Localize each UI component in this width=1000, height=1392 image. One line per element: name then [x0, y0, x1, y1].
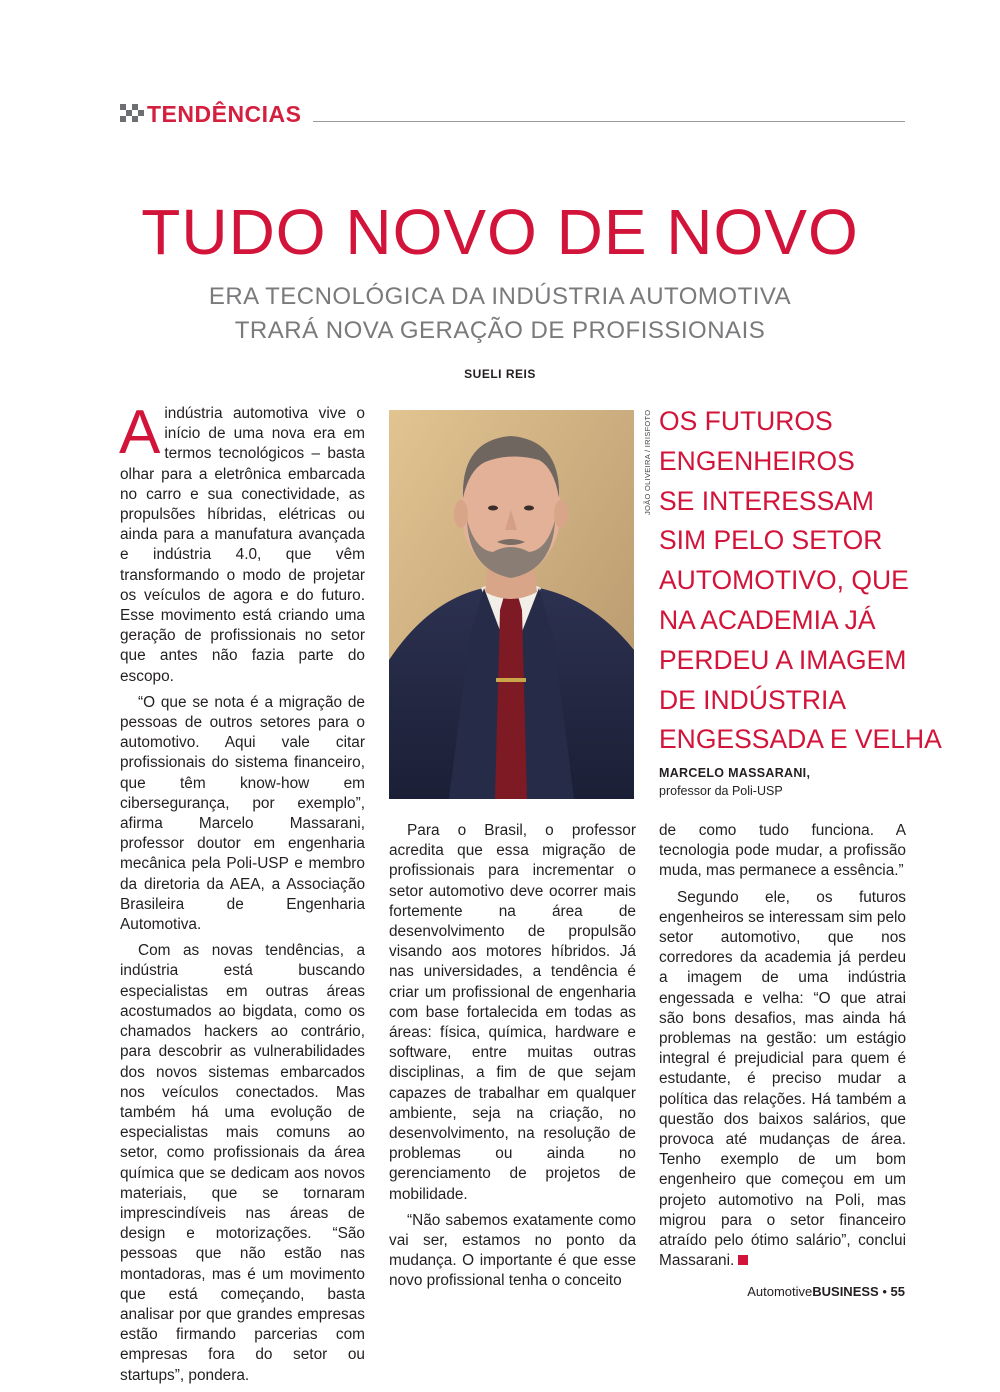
pull-quote-line: DE INDÚSTRIA	[659, 684, 846, 715]
end-mark-icon	[738, 1255, 748, 1265]
footer-separator: •	[882, 1284, 887, 1299]
paragraph-3: Com as novas tendências, a indústria está buscando especialistas em outras áreas acostumados ao bigdata, como os chamados hackers ao contrário, para descobrir as vulnerabilidades dos novos sistemas embarcados nos veículos conectados. Mas também há uma evolução de especialistas mais comuns ao setor, como profissionais da área química que se dedicam aos novos materiais, que se tornaram imprescindíveis nas áreas de design e motorizações. “São pessoas que não estão nas montadoras, mas é um movimento que está começando, basta analisar por que grandes empresas estão firmando parcerias com empresas fora do setor ou startups”, pondera.	[120, 942, 365, 1384]
pull-quote-line: AUTOMOTIVO, QUE	[659, 565, 909, 596]
subhead-line-1: ERA TECNOLÓGICA DA INDÚSTRIA AUTOMOTIVA	[208, 283, 792, 310]
paragraph-6: Segundo ele, os futuros engenheiros se interessam sim pelo setor automotivo, que nos corredores da academia já perdeu a imagem de uma indústria engessada e velha: “O que atrai são bons desafios, mas ainda há problemas na gestão: um estágio integral é prejudicial para quem é estudante, é preciso mudar a política das relações. Há também a questão dos baixos salários, que provoca até mudanças de área. Tenho exemplo de um bom engenheiro que começou em um projeto automotivo na Poli, mas migrou para o setor financeiro atraído pelo ótimo salário”, conclui Massarani.	[659, 888, 906, 1270]
magazine-name-light: Automotive	[747, 1284, 813, 1299]
page-number: 55	[890, 1284, 905, 1299]
pull-quote-line: SIM PELO SETOR	[659, 525, 883, 556]
drop-cap: A	[119, 398, 161, 467]
subhead	[0, 280, 1000, 348]
headline: TUDO NOVO DE NOVO	[141, 196, 859, 268]
body-column-3	[659, 821, 906, 1277]
quote-author: MARCELO MASSARANI,	[659, 766, 811, 780]
paragraph-5-continued: de como tudo funciona. A tecnologia pode mudar, a profissão muda, mas permanece a essência.”	[659, 822, 906, 880]
pull-quote-line: OS FUTUROS	[659, 406, 833, 436]
paragraph-1: Aindústria automotiva vive o início de uma nova era em termos tecnológicos – basta olhar para a eletrônica embarcada no carro e sua conectividade, as propulsões híbridas, elétricas ou ainda para a manufatura avançada e indústria 4.0, que vêm transformando o modo de projetar os veículos de agora e do futuro. Esse movimento está criando uma geração de profissionais no setor que antes não fazia parte do escopo.	[119, 398, 365, 685]
paragraph-2: “O que se nota é a migração de pessoas de outros setores para o automotivo. Aqui vale citar profissionais do sistema financeiro, que têm know-how em cibersegurança, por exemplo”, afirma Marcelo Massarani, professor doutor em engenharia mecânica pela Poli-USP e membro da diretoria da AEA, a Associação Brasileira de Engenharia Automotiva.	[120, 693, 365, 934]
portrait-illustration	[389, 410, 634, 799]
pull-quote	[659, 402, 942, 760]
pull-quote-line: PERDEU A IMAGEM	[659, 644, 907, 675]
checker-icon	[120, 104, 146, 122]
paragraph-5: “Não sabemos exatamente como vai ser, estamos no ponto da mudança. O importante é que esse novo profissional tenha o conceito	[389, 1211, 636, 1290]
page-footer	[747, 1284, 905, 1299]
photo-credit: JOÃO OLIVEIRA / IRISFOTO	[643, 409, 652, 515]
body-column-2	[389, 821, 636, 1298]
pull-quote-line: ENGENHEIROS	[659, 445, 855, 476]
pull-quote-line: ENGESSADA E VELHA	[659, 724, 942, 755]
pull-quote-line: NA ACADEMIA JÁ	[659, 604, 876, 635]
section-rule	[313, 121, 905, 122]
section-header	[120, 100, 905, 128]
byline: SUELI REIS	[464, 367, 536, 381]
magazine-name-bold: BUSINESS	[812, 1284, 879, 1299]
body-column-1	[119, 398, 365, 1392]
subhead-line-2: TRARÁ NOVA GERAÇÃO DE PROFISSIONAIS	[234, 317, 766, 344]
pull-quote-line: SE INTERESSAM	[659, 485, 874, 516]
section-label: TENDÊNCIAS	[147, 101, 302, 127]
quote-author-role: professor da Poli-USP	[659, 784, 783, 798]
paragraph-4: Para o Brasil, o professor acredita que essa migração de profissionais para incrementar o setor automotivo deve ocorrer mais fortemente na área de desenvolvimento de propulsão visando aos motores híbridos. Já nas universidades, a tendência é criar um profissional de engenharia com base fortalecida em todas as áreas: física, química, hardware e software, entre muitas outras disciplinas, a fim de que sejam capazes de trabalhar em qualquer ambiente, seja na criação, no desenvolvimento, na resolução de problemas ou ainda no gerenciamento de projetos de mobilidade.	[389, 822, 636, 1203]
portrait-photo	[389, 410, 634, 799]
